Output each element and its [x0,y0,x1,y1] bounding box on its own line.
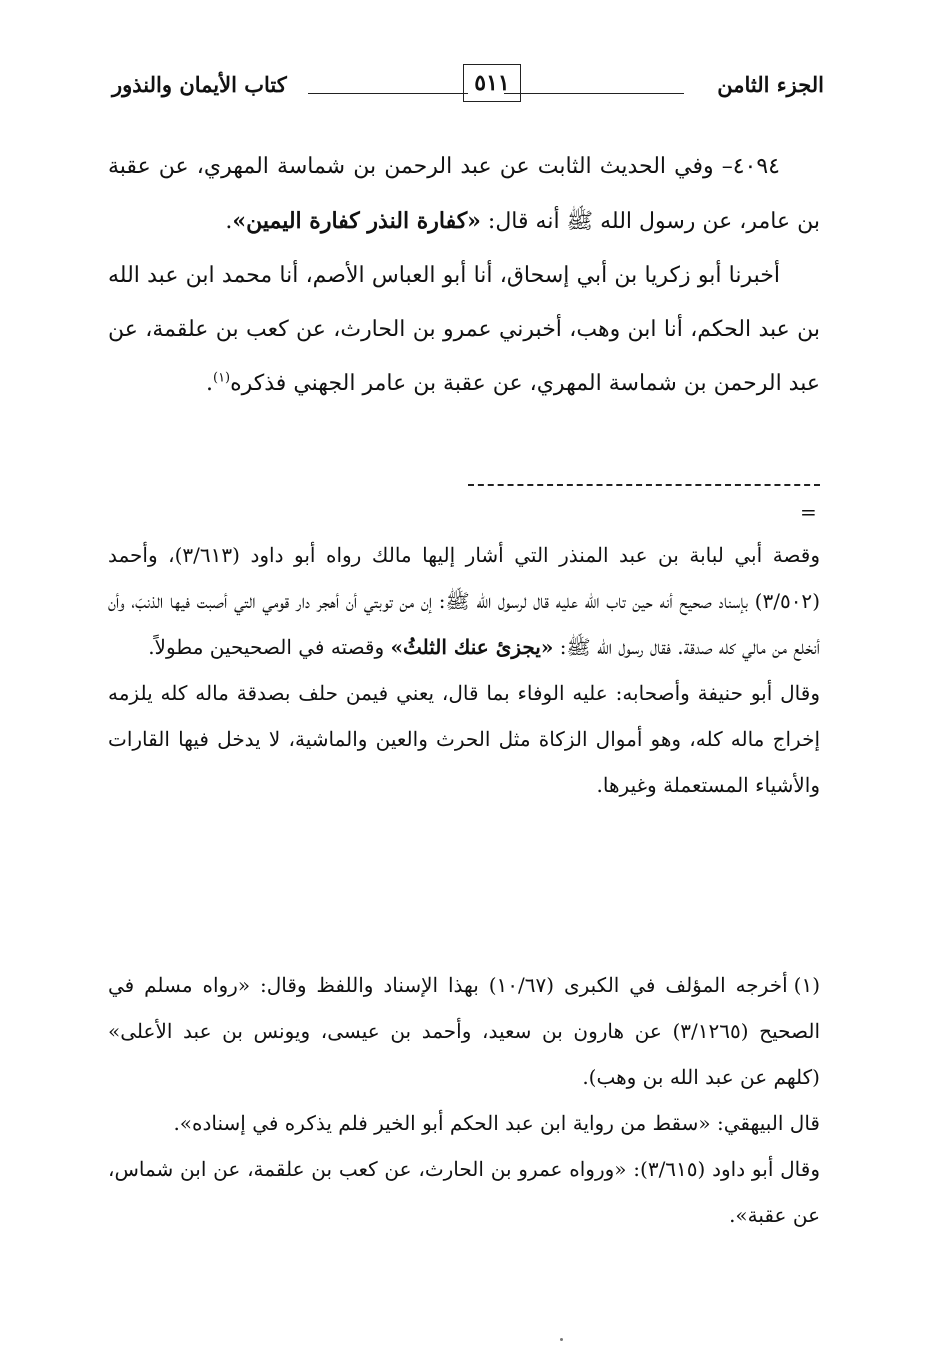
hadith-paragraph [108,140,820,249]
footnotes-section [108,962,820,1238]
footnote-number: (١) [793,973,821,997]
footnote-1-text: أخرجه المؤلف في الكبرى (١٠/٦٧) بهذا الإسناد واللفظ وقال: «رواه مسلم في الصحيح (٣/١٢٦٥) عن هارون بن سعيد، وأحمد بن عيسى، ويونس بن عبد الأعلى» (كلهم عن عبد الله بن وهب). [108,973,821,1089]
header-rule-right [504,93,684,94]
book-title: كتاب الأيمان والنذور [112,72,287,97]
footnote-ref: (١) [212,370,231,386]
commentary-section [108,532,820,808]
footnote-3: وقال أبو داود (٣/٦١٥): «ورواه عمرو بن الحارث، عن كعب بن علقمة، عن ابن شماس، عن عقبة». [108,1157,820,1227]
hadith-text: – وفي الحديث الثابت عن عبد الرحمن بن شماسة المهري، عن عقبة بن عامر، عن رسول الله ﷺ أنه قال: [108,154,820,234]
hadith-end: . [225,209,233,234]
hadith-number: ٤٠٩٤ [732,154,780,179]
commentary-paragraph-2: وقال أبو حنيفة وأصحابه: عليه الوفاء بما قال، يعني فيمن حلف بصدقة ماله كله يلزمه إخراج ماله كله، وهو أموال الزكاة مثل الحرث والعين والماشية، لا يدخل فيها القارات والأشياء المستعملة وغيرها. [108,681,821,797]
header-rule-left [308,93,468,94]
main-text [108,140,820,411]
section-separator [468,484,820,486]
commentary-text: وقصة أبي لبابة بن عبد المنذر التي أشار إليها مالك رواه أبو داود (٣/٦١٣)، وأحمد (٣/٥٠٢) بإسناد صحيح أنه حين تاب الله عليه قال لرسول الله ﷺ: إن من توبتي أن أهجر دار قومي التي أصبت فيها الذنبَ، وأن أنخلع من مالي كله صدقة. فقال رسول الله ﷺ: [108,543,820,659]
separator-symbol: = [800,500,817,524]
hadith-quote: «كفارة النذر كفارة اليمين» [232,208,481,234]
isnad-paragraph [108,249,820,411]
page-number: ٥١١ [463,64,521,102]
commentary-end: وقصته في الصحيحين مطولاً. [148,635,391,659]
page-header [108,62,824,108]
commentary-paragraph-1 [108,532,820,670]
footnote-1 [108,962,820,1100]
isnad-text: أخبرنا أبو زكريا بن أبي إسحاق، أنا أبو العباس الأصم، أنا محمد ابن عبد الله بن عبد الحكم، أنا ابن وهب، أخبرني عمرو بن الحارث، عن كعب بن علقمة، عن عبد الرحمن بن شماسة المهري، عن عقبة بن عامر الجهني فذكره [108,263,820,396]
footnote-2: قال البيهقي: «سقط من رواية ابن عبد الحكم أبو الخير فلم يذكره في إسناده». [173,1111,820,1135]
isnad-end: . [205,371,213,396]
volume-label: الجزء الثامن [717,72,824,97]
page-speck [560,1338,563,1341]
commentary-quote: «يجزئ عنك الثلثُ» [390,635,554,659]
